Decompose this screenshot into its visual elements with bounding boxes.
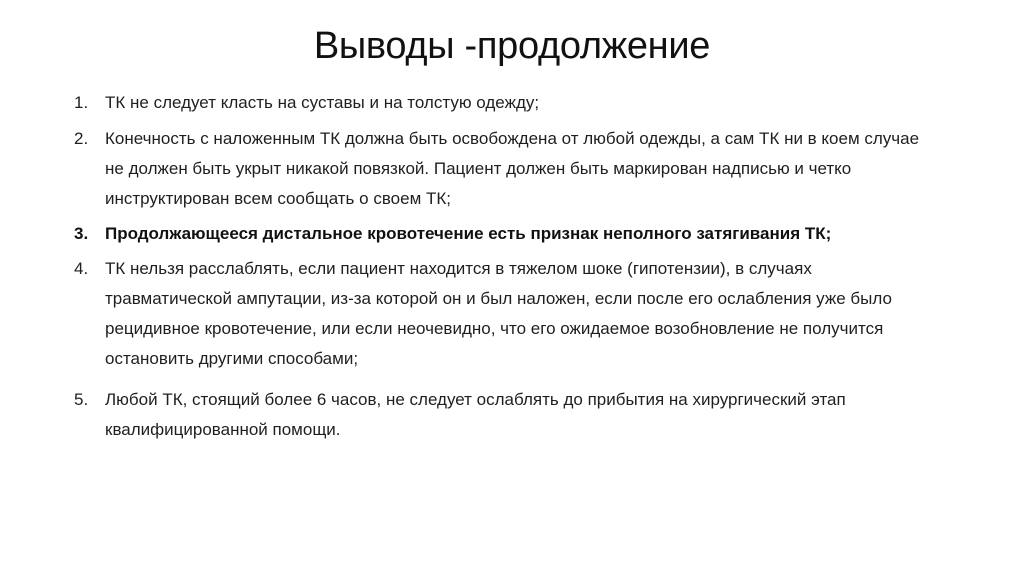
list-item-text: ТК нельзя расслаблять, если пациент находится в тяжелом шоке (гипотензии), в случаях травматической ампутации, из-за которой он и был наложен, если после его ослабления уже было рецидивное кровотечение, или если неочевидно, что его ожидаемое возобновление не получится остановить другими способами; (105, 259, 892, 368)
list-item-text: Конечность с наложенным ТК должна быть освобождена от любой одежды, а сам ТК ни в коем случае не должен быть укрыт никакой повязкой. Пациент должен быть маркирован надписью и четко инструктирован всем сообщать о своем ТК; (105, 129, 920, 208)
list-item (74, 88, 934, 118)
list-item (74, 254, 934, 374)
list-item-number: 4. (74, 259, 89, 278)
list-item-text: Любой ТК, стоящий более 6 часов, не следует ослаблять до прибытия на хирургический этап квалифицированной помощи. (105, 390, 846, 439)
list-item-number: 3. (74, 224, 89, 243)
list-item-text: ТК не следует класть на суставы и на толстую одежду; (105, 93, 540, 112)
list-item-text: Продолжающееся дистальное кровотечение есть признак неполного затягивания ТК; (105, 224, 832, 243)
slide-title: Выводы -продолжение (313, 25, 711, 67)
conclusions-list (74, 88, 934, 445)
list-item-number: 2. (74, 129, 89, 148)
list-item (74, 385, 934, 445)
list-item-number: 1. (74, 93, 89, 112)
list-item-number: 5. (74, 390, 89, 409)
list-item (74, 219, 934, 249)
list-item (74, 124, 934, 214)
